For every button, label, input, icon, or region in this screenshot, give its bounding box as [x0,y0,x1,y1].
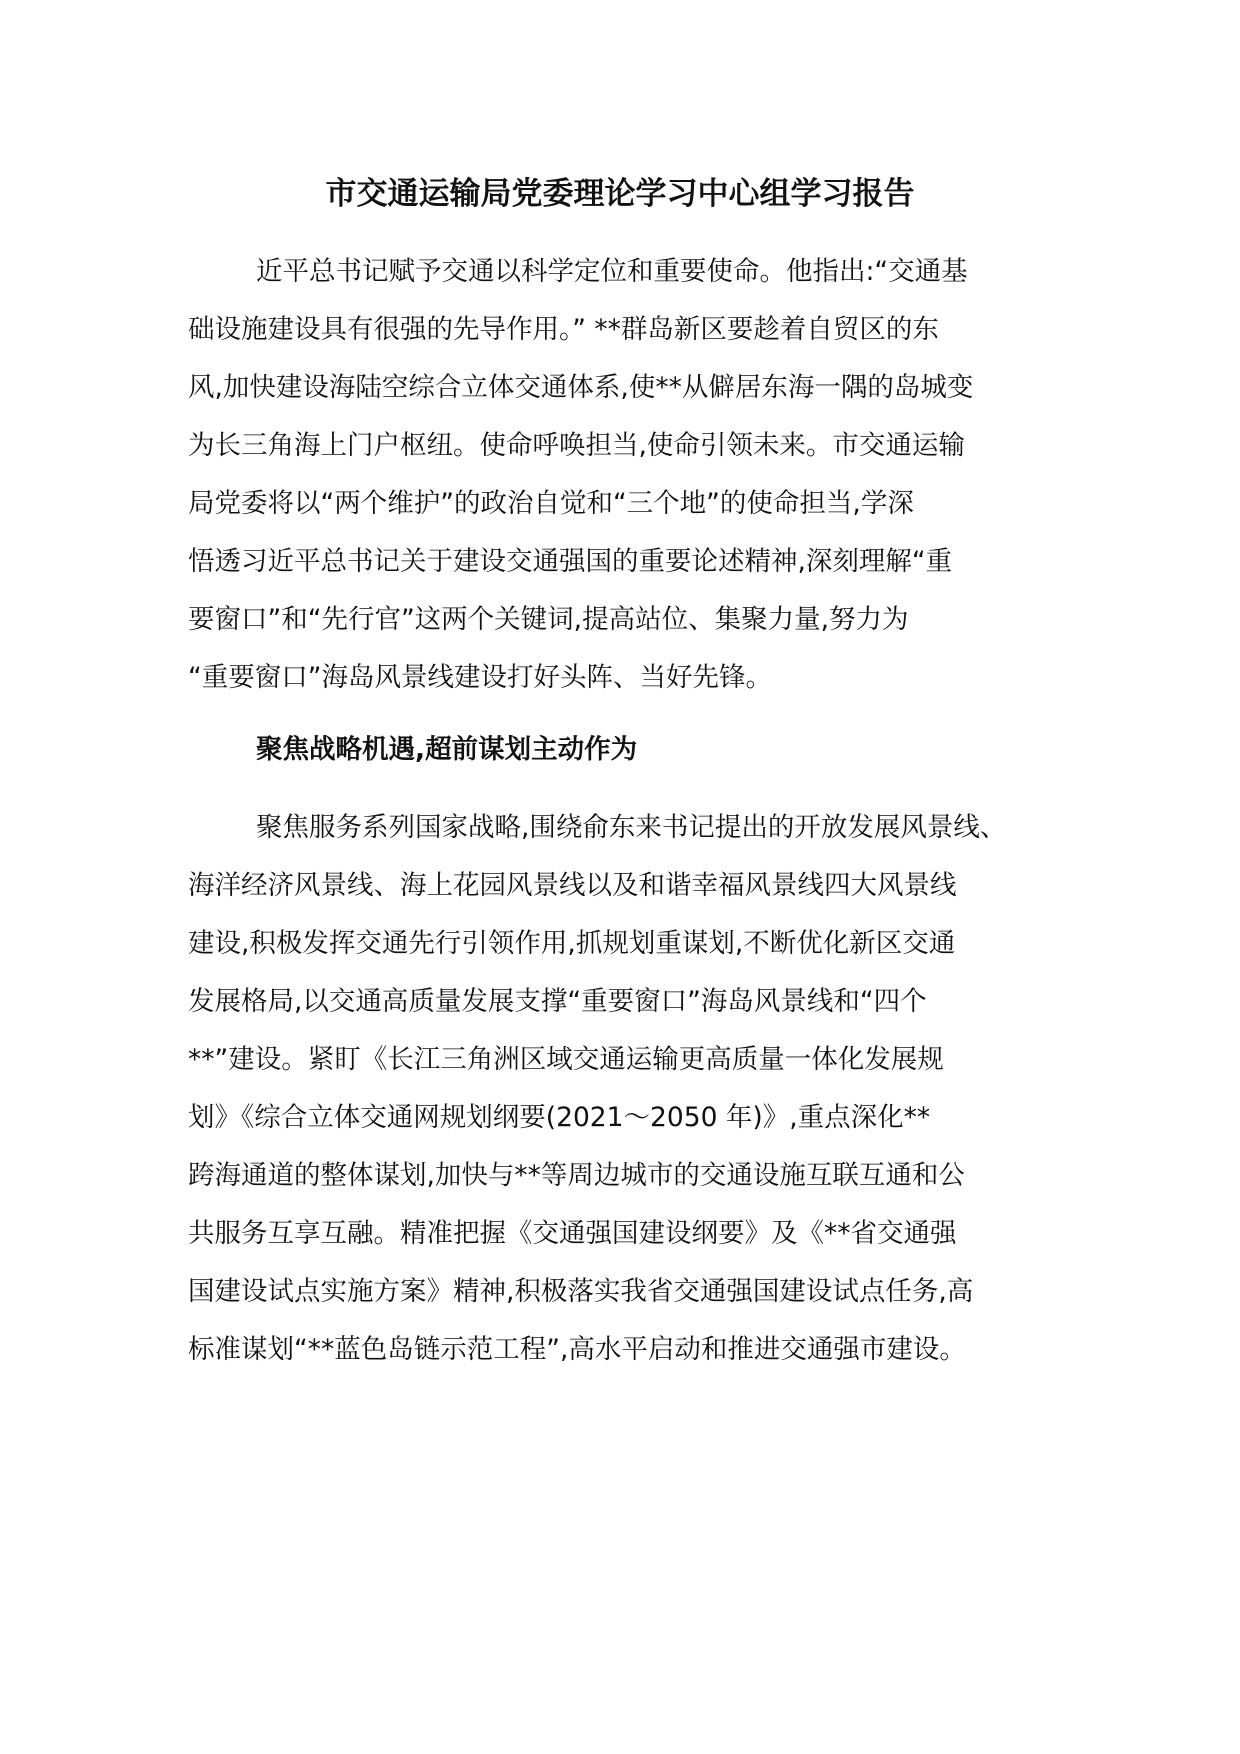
paragraph-2-line-6: 划》《综合立体交通网规划纲要(2021～2050 年)》,重点深化** [188,1102,931,1133]
paragraph-1-line-2: 础设施建设具有很强的先导作用。” **群岛新区要趁着自贸区的东 [188,314,939,345]
paragraph-2-line-2: 海洋经济风景线、海上花园风景线以及和谐幸福风景线四大风景线 [188,870,957,901]
paragraph-2-line-8: 共服务互享互融。精准把握《交通强国建设纲要》及《**省交通强 [188,1218,957,1249]
paragraph-1-line-7: 要窗口”和“先行官”这两个关键词,提高站位、集聚力量,努力为 [188,604,909,635]
paragraph-2-line-5: **”建设。紧盯《长江三角洲区域交通运输更高质量一体化发展规 [188,1044,944,1075]
paragraph-1-line-5: 局党委将以“两个维护”的政治自觉和“三个地”的使命担当,学深 [188,488,914,519]
paragraph-2-line-10: 标准谋划“**蓝色岛链示范工程”,高水平启动和推进交通强市建设。 [188,1334,966,1365]
paragraph-2-line-4: 发展格局,以交通高质量发展支撑“重要窗口”海岛风景线和“四个 [188,986,927,1017]
paragraph-2-line-9: 国建设试点实施方案》精神,积极落实我省交通强国建设试点任务,高 [188,1276,974,1307]
paragraph-1-line-3: 风,加快建设海陆空综合立体交通体系,使**从僻居东海一隅的岛城变 [188,372,974,403]
paragraph-1-line-1: 近平总书记赋予交通以科学定位和重要使命。他指出:“交通基 [256,256,968,287]
paragraph-1-line-4: 为长三角海上门户枢纽。使命呼唤担当,使命引领未来。市交通运输 [188,430,965,461]
paragraph-2-line-1: 聚焦服务系列国家战略,围绕俞东来书记提出的开放发展风景线、 [256,812,1007,843]
paragraph-2-line-7: 跨海通道的整体谋划,加快与**等周边城市的交通设施互联互通和公 [188,1160,965,1191]
paragraph-1-line-6: 悟透习近平总书记关于建设交通强国的重要论述精神,深刻理解“重 [188,546,953,577]
document-title: 市交通运输局党委理论学习中心组学习报告 [325,176,915,212]
paragraph-1-line-8: “重要窗口”海岛风景线建设打好头阵、当好先锋。 [188,662,772,693]
paragraph-2-line-3: 建设,积极发挥交通先行引领作用,抓规划重谋划,不断优化新区交通 [188,928,956,959]
section-heading: 聚焦战略机遇,超前谋划主动作为 [256,734,638,765]
